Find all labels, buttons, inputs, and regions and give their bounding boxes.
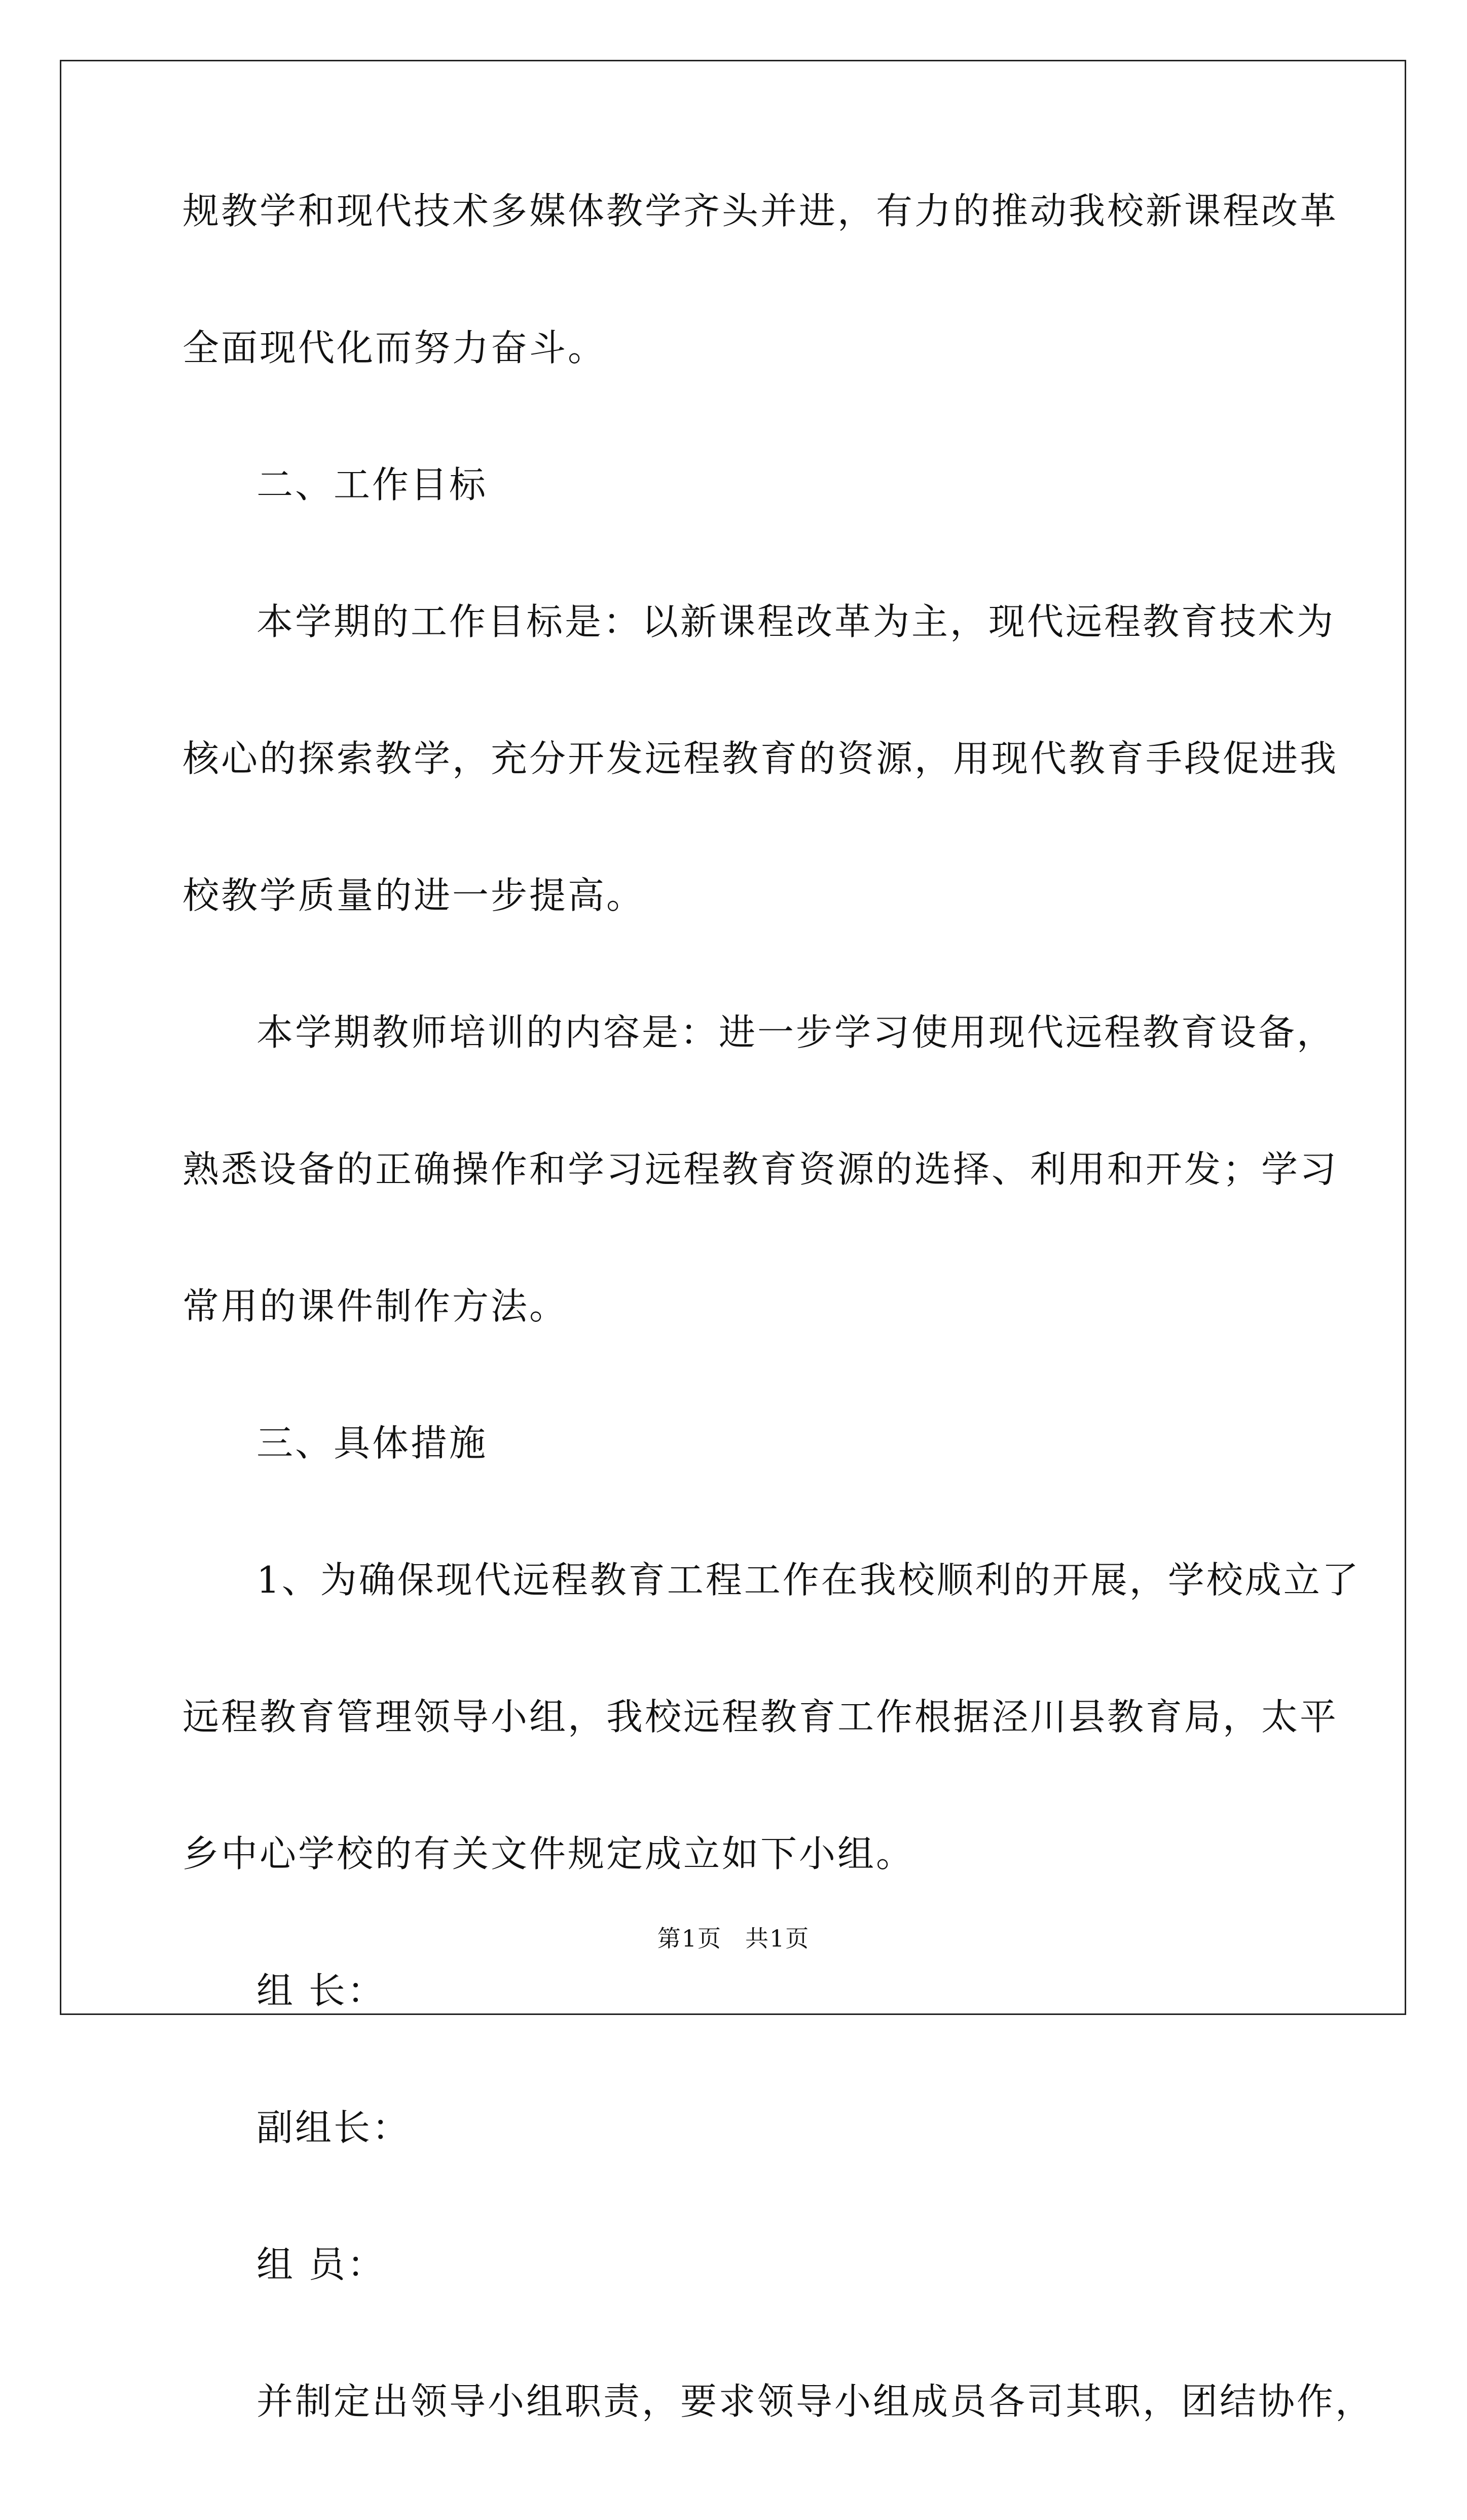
text-line-1: 规教学和现代技术多媒体教学齐头并进，有力的推动我校新课程改革: [182, 190, 1339, 232]
text-line-8: 熟悉设备的正确操作和学习远程教育资源的选择、利用和开发；学习: [182, 1148, 1339, 1191]
page-footer: [0, 1927, 1467, 1950]
deputy-leader-line: 副组长：: [256, 2106, 411, 2149]
group-member-line: 组 员：: [256, 2243, 386, 2286]
page-number-current: 第1页: [657, 1925, 722, 1952]
page-number-total: 共1页: [745, 1925, 810, 1952]
group-leader-line: 组 长：: [256, 1969, 386, 2012]
text-line-17: 并制定出领导小组职责，要求领导小组成员各司其职，团结协作，: [256, 2380, 1374, 2423]
text-line-7: 本学期教师培训的内容是：进一步学习使用现代远程教育设备，: [256, 1011, 1336, 1054]
text-line-5: 核心的探索教学，充分开发远程教育的资源，用现代教育手段促进我: [182, 737, 1339, 780]
section-heading-goals: 二、工作目标: [256, 463, 488, 506]
text-line-11: 1、为确保现代远程教育工程工作在我校顺利的开展，学校成立了: [256, 1559, 1361, 1601]
text-line-12: 远程教育管理领导小组，我校远程教育工作根据泾川县教育局，太平: [182, 1696, 1339, 1738]
section-heading-measures: 三、具体措施: [256, 1422, 488, 1464]
text-line-4: 本学期的工作目标是：以新课程改革为主，现代远程教育技术为: [256, 600, 1336, 643]
text-line-9: 常用的课件制作方法。: [182, 1285, 568, 1327]
text-line-2: 全面现代化而努力奋斗。: [182, 327, 607, 369]
document-body: [182, 190, 1374, 2520]
text-line-13: 乡中心学校的有关文件规定成立如下小组。: [182, 1832, 915, 1875]
text-line-6: 校教学质量的进一步提高。: [182, 874, 645, 917]
